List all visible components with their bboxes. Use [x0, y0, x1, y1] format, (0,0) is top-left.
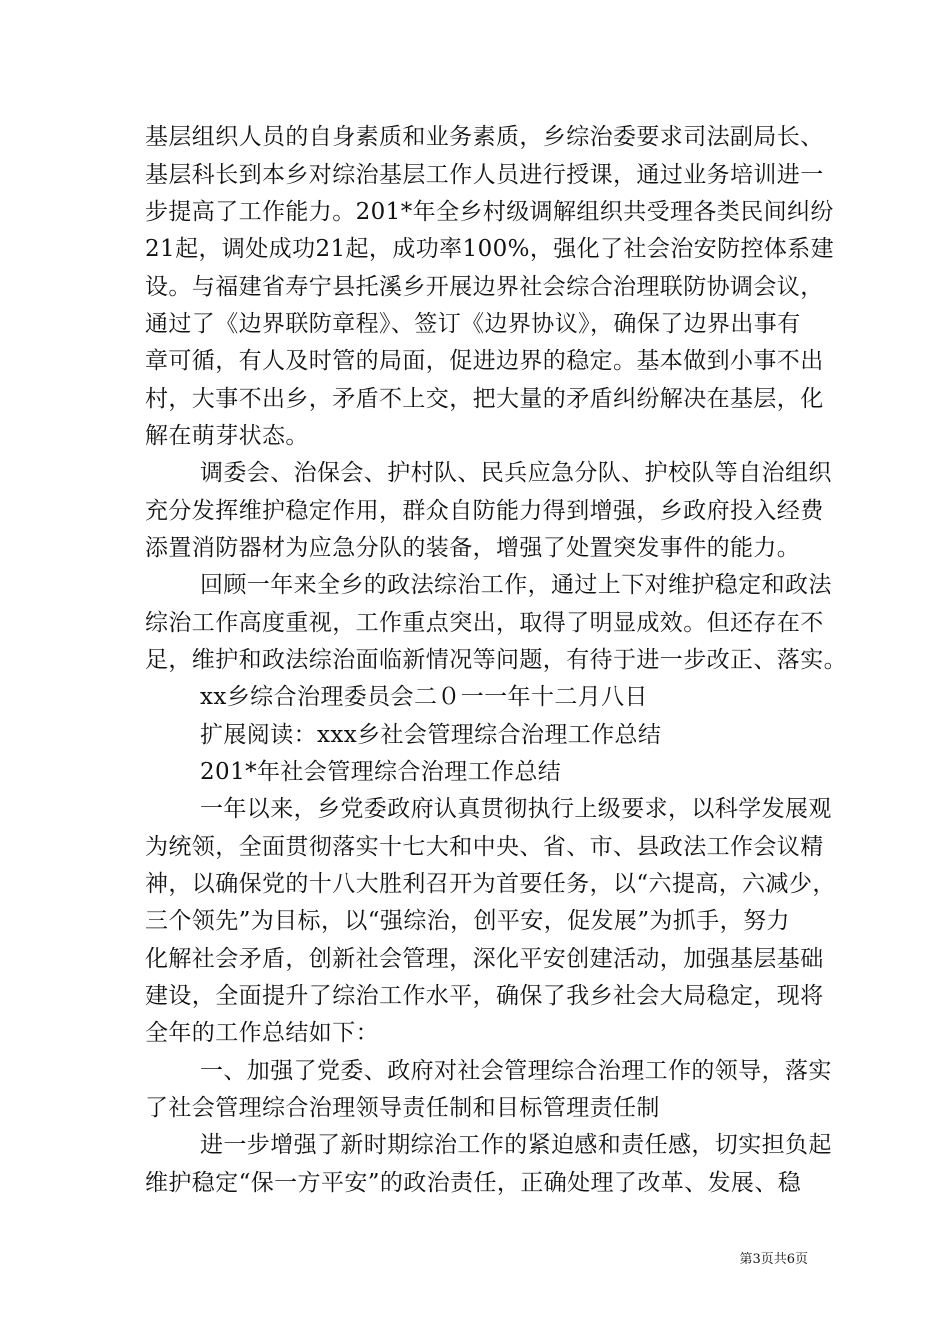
text-line: 综治工作高度重视，工作重点突出，取得了明显成效。但还存在不 [145, 610, 824, 636]
text-line: 神，以确保党的十八大胜利召开为首要任务，以“六提高，六减少， [145, 871, 836, 897]
text-line: 解在萌芽状态。 [145, 423, 309, 449]
text-line: 基层组织人员的自身素质和业务素质，乡综治委要求司法副局长、 [145, 124, 824, 150]
text-line: 充分发挥维护稳定作用，群众自防能力得到增强，乡政府投入经费 [145, 498, 824, 524]
text-line: 基层科长到本乡对综治基层工作人员进行授课，通过业务培训进一 [145, 162, 824, 188]
heading-first-line: 一、加强了党委、政府对社会管理综合治理工作的领导，落实 [200, 1058, 832, 1084]
signature-line: xx乡综合治理委员会二０一一年十二月八日 [200, 684, 648, 710]
text-line: 步提高了工作能力。201*年全乡村级调解组织共受理各类民间纠纷 [145, 199, 834, 225]
text-line: 村，大事不出乡，矛盾不上交，把大量的矛盾纠纷解决在基层，化 [145, 386, 824, 412]
text-line: 三个领先”为目标，以“强综治，创平安，促发展”为抓手，努力 [145, 908, 790, 934]
text-line: 设。与福建省寿宁县托溪乡开展边界社会综合治理联防协调会议， [145, 274, 824, 300]
text-line: 21起，调处成功21起，成功率100%，强化了社会治安防控体系建 [145, 236, 835, 262]
text-line: 全年的工作总结如下： [145, 1020, 379, 1046]
text-line: 化解社会矛盾，创新社会管理，深化平安创建活动，加强基层基础 [145, 946, 824, 972]
text-line: 建设，全面提升了综治工作水平，确保了我乡社会大局稳定，现将 [145, 983, 824, 1009]
text-line: 章可循，有人及时管的局面，促进边界的稳定。基本做到小事不出 [145, 348, 824, 374]
paragraph-first-line: 调委会、治保会、护村队、民兵应急分队、护校队等自治组织 [200, 460, 832, 486]
text-line: 维护稳定“保一方平安”的政治责任，正确处理了改革、发展、稳 [145, 1170, 802, 1196]
text-line: 为统领，全面贯彻落实十七大和中央、省、市、县政法工作会议精 [145, 834, 824, 860]
extended-reading-title: 扩展阅读：xxx乡社会管理综合治理工作总结 [200, 722, 662, 748]
paragraph-first-line: 一年以来，乡党委政府认真贯彻执行上级要求，以科学发展观 [200, 796, 832, 822]
text-line: 通过了《边界联防章程》、签订《边界协议》，确保了边界出事有 [145, 311, 801, 337]
text-line: 添置消防器材为应急分队的装备，增强了处置突发事件的能力。 [145, 535, 801, 561]
page-number: 第3页共6页 [739, 1252, 808, 1267]
paragraph-first-line: 回顾一年来全乡的政法综治工作，通过上下对维护稳定和政法 [200, 572, 832, 598]
paragraph-first-line: 进一步增强了新时期综治工作的紧迫感和责任感，切实担负起 [200, 1132, 832, 1158]
text-line: 足，维护和政法综治面临新情况等问题，有待于进一步改正、落实。 [145, 647, 847, 673]
section-title: 201*年社会管理综合治理工作总结 [200, 759, 562, 785]
text-line: 了社会管理综合治理领导责任制和目标管理责任制 [145, 1095, 660, 1121]
